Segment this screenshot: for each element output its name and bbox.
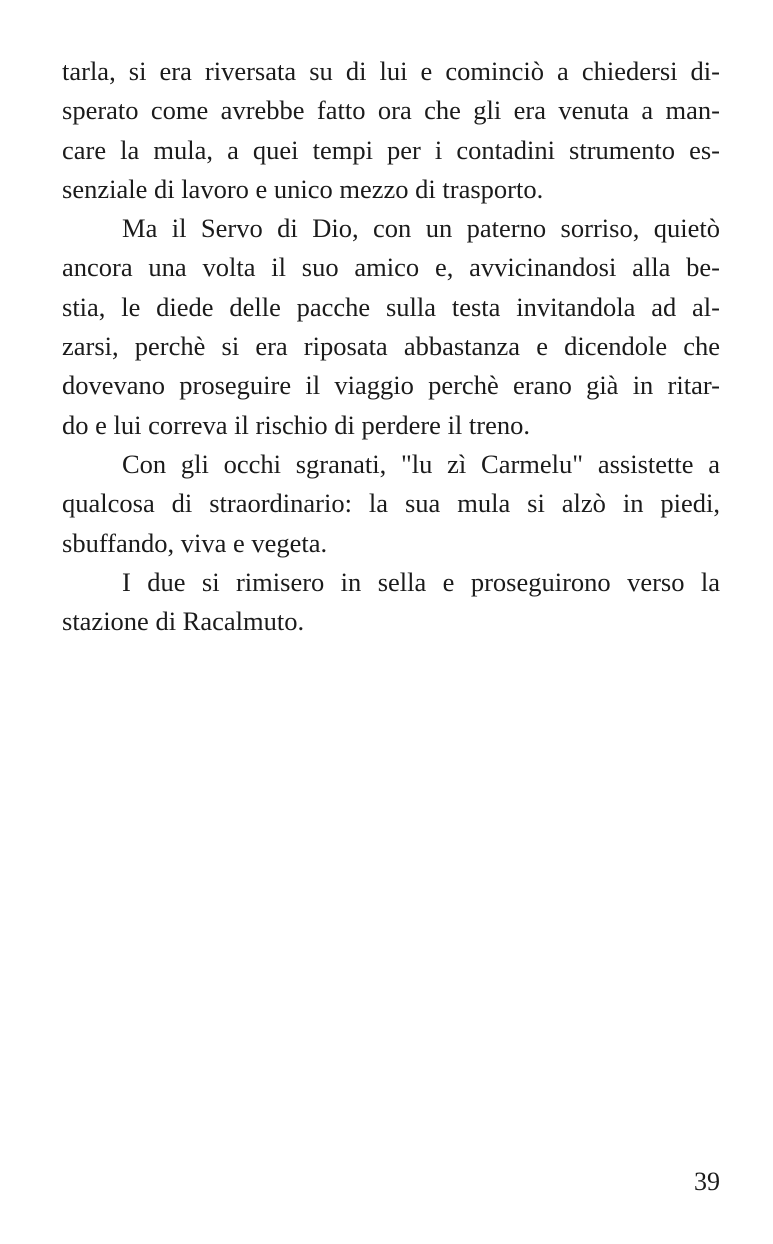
text-line: Ma il Servo di Dio, con un paterno sorriso, quietò: [122, 213, 720, 244]
text-line: tarla, si era riversata su di lui e cominciò a chiedersi di-: [62, 56, 720, 86]
text-line: care la mula, a quei tempi per i contadini strumento es-: [62, 134, 720, 165]
page-number: 39: [694, 1167, 720, 1196]
text-line: senziale di lavoro e unico mezzo di trasporto.: [62, 173, 544, 204]
text-line: sbuffando, viva e vegeta.: [62, 527, 328, 558]
text-line: stazione di Racalmuto.: [62, 606, 305, 637]
text-line: ancora una volta il suo amico e, avvicinandosi alla be-: [62, 252, 720, 283]
text-line: sperato come avrebbe fatto ora che gli era venuta a man-: [62, 95, 720, 126]
text-line: I due si rimisero in sella e proseguirono verso la: [122, 566, 720, 597]
text-line: qualcosa di straordinario: la sua mula si alzò in piedi,: [62, 488, 720, 519]
body-text: [62, 52, 720, 641]
text-line: zarsi, perchè si era riposata abbastanza e dicendole che: [62, 331, 720, 362]
text-line: do e lui correva il rischio di perdere il treno.: [62, 409, 530, 440]
text-line: Con gli occhi sgranati, "lu zì Carmelu" assistette a: [122, 448, 720, 479]
text-line: dovevano proseguire il viaggio perchè erano già in ritar-: [62, 370, 720, 401]
text-line: stia, le diede delle pacche sulla testa invitandola ad al-: [62, 291, 720, 322]
